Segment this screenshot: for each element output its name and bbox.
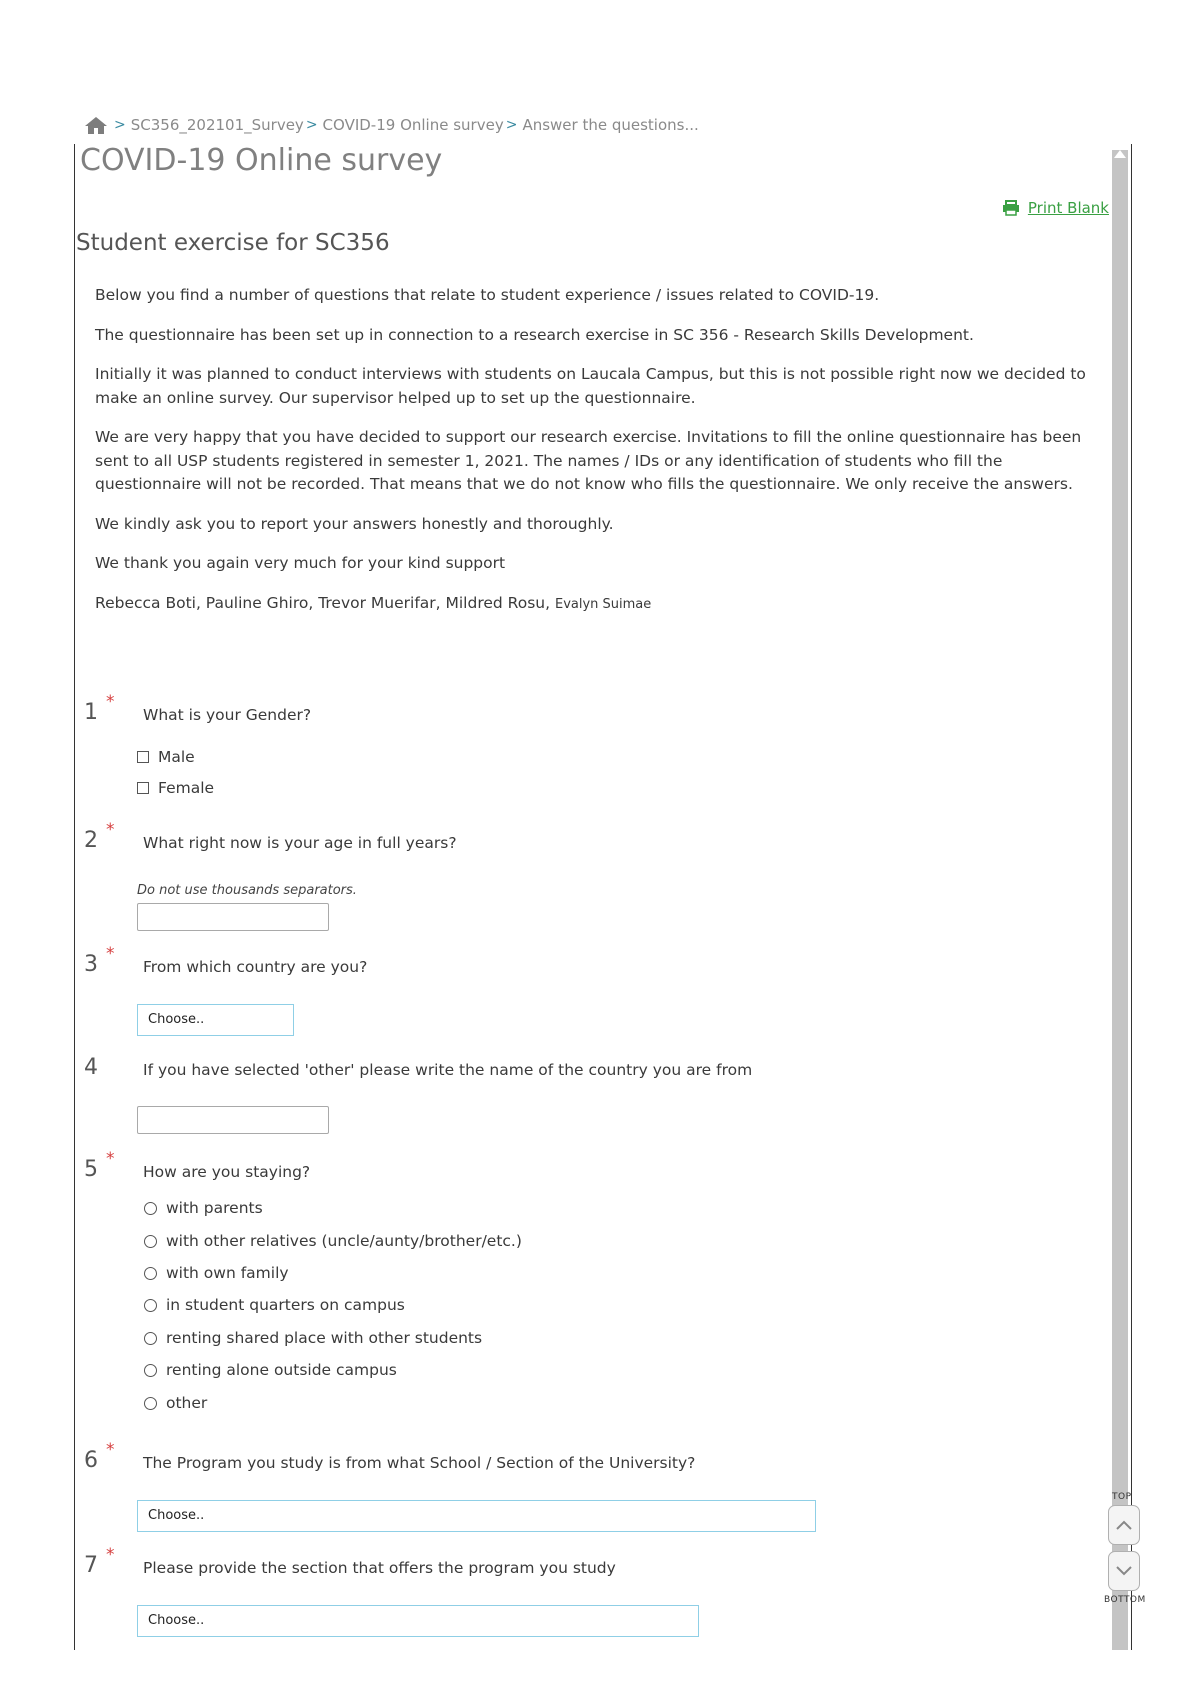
intro-authors bbox=[95, 592, 1100, 617]
intro-paragraph: We kindly ask you to report your answers honestly and thoroughly. bbox=[95, 514, 614, 533]
scroll-top-button[interactable] bbox=[1108, 1505, 1140, 1545]
required-marker: * bbox=[106, 1149, 115, 1169]
required-marker: * bbox=[106, 820, 115, 840]
required-marker: * bbox=[106, 1440, 115, 1460]
required-marker: * bbox=[106, 944, 115, 964]
intro-paragraph: Initially it was planned to conduct interviews with students on Laucala Campus, but this is not possible right now we decided to make an online survey. Our supervisor helped up to set up the questionnaire. bbox=[95, 365, 1086, 407]
question-number: 2 bbox=[84, 828, 98, 853]
question-text: What right now is your age in full years? bbox=[143, 834, 457, 852]
question-text: From which country are you? bbox=[143, 958, 368, 976]
option-label: with other relatives (uncle/aunty/brother/etc.) bbox=[166, 1232, 522, 1250]
page-title: COVID-19 Online survey bbox=[80, 143, 443, 178]
question-number: 5 bbox=[84, 1157, 98, 1182]
option-student-quarters[interactable] bbox=[144, 1296, 405, 1314]
question-text: How are you staying? bbox=[143, 1163, 311, 1181]
required-marker: * bbox=[106, 1545, 115, 1565]
option-other[interactable] bbox=[144, 1394, 207, 1412]
breadcrumb-item-current: Answer the questions... bbox=[522, 116, 699, 134]
option-female[interactable] bbox=[137, 779, 214, 797]
question-number: 7 bbox=[84, 1553, 98, 1578]
option-renting-shared[interactable] bbox=[144, 1329, 482, 1347]
option-with-parents[interactable] bbox=[144, 1199, 263, 1217]
intro-text bbox=[95, 284, 1100, 632]
age-input[interactable] bbox=[137, 903, 329, 931]
question-text: What is your Gender? bbox=[143, 706, 312, 724]
breadcrumb bbox=[84, 114, 699, 136]
intro-paragraph: The questionnaire has been set up in connection to a research exercise in SC 356 - Research Skills Development. bbox=[95, 325, 974, 344]
section-title: Student exercise for SC356 bbox=[76, 230, 390, 256]
option-label: Female bbox=[158, 779, 215, 797]
intro-paragraph: Below you find a number of questions that relate to student experience / issues related to COVID-19. bbox=[95, 286, 880, 304]
option-with-own-family[interactable] bbox=[144, 1264, 289, 1282]
chevron-down-icon bbox=[1116, 1566, 1132, 1576]
chevron-up-icon bbox=[1116, 1520, 1132, 1530]
option-label: with parents bbox=[166, 1199, 263, 1217]
radio-button[interactable] bbox=[144, 1397, 157, 1410]
question-number: 6 bbox=[84, 1448, 98, 1473]
bottom-label: BOTTOM bbox=[1104, 1595, 1146, 1605]
radio-button[interactable] bbox=[144, 1299, 157, 1312]
vertical-scrollbar[interactable] bbox=[1112, 150, 1128, 1650]
checkbox[interactable] bbox=[137, 751, 149, 763]
author-last-name: Evalyn Suimae bbox=[554, 596, 652, 612]
intro-paragraph: We thank you again very much for your kind support bbox=[95, 554, 506, 572]
option-label: renting alone outside campus bbox=[166, 1361, 397, 1379]
print-blank-label: Print Blank bbox=[1027, 199, 1109, 217]
option-label: other bbox=[166, 1394, 208, 1412]
option-renting-alone[interactable] bbox=[144, 1361, 397, 1379]
radio-button[interactable] bbox=[144, 1267, 157, 1280]
option-label: in student quarters on campus bbox=[166, 1296, 405, 1314]
print-blank-link[interactable] bbox=[1002, 199, 1109, 217]
radio-button[interactable] bbox=[144, 1202, 157, 1215]
option-male[interactable] bbox=[137, 748, 195, 766]
radio-button[interactable] bbox=[144, 1364, 157, 1377]
breadcrumb-separator: > bbox=[305, 117, 318, 133]
country-select[interactable]: Choose.. bbox=[137, 1004, 294, 1036]
question-text: The Program you study is from what School / Section of the University? bbox=[143, 1454, 696, 1472]
printer-icon bbox=[1002, 200, 1020, 216]
input-hint: Do not use thousands separators. bbox=[137, 883, 357, 898]
top-label: TOP bbox=[1112, 1492, 1132, 1502]
other-country-input[interactable] bbox=[137, 1106, 329, 1134]
checkbox[interactable] bbox=[137, 782, 149, 794]
option-label: with own family bbox=[166, 1264, 289, 1282]
option-label: renting shared place with other students bbox=[166, 1329, 483, 1347]
intro-paragraph: We are very happy that you have decided to support our research exercise. Invitations to fill the online questionnaire has been sent to all USP students registered in semester 1, 2021. The names / IDs or any identification of students who fill the questionnaire will not be recorded. That means that we do not know who fills the questionnaire. We only receive the answers. bbox=[95, 428, 1082, 493]
author-names: Rebecca Boti, Pauline Ghiro, Trevor Muerifar, Mildred Rosu, bbox=[95, 593, 551, 612]
breadcrumb-separator: > bbox=[505, 117, 518, 133]
school-section-select[interactable]: Choose.. bbox=[137, 1500, 816, 1532]
scroll-bottom-button[interactable] bbox=[1108, 1551, 1140, 1591]
breadcrumb-item-course[interactable]: SC356_202101_Survey bbox=[130, 116, 304, 134]
breadcrumb-separator: > bbox=[114, 117, 126, 133]
question-number: 4 bbox=[84, 1055, 98, 1080]
scroll-up-arrow-icon[interactable] bbox=[1114, 150, 1126, 158]
question-text: If you have selected 'other' please write the name of the country you are from bbox=[143, 1061, 753, 1079]
home-icon[interactable] bbox=[84, 115, 108, 135]
question-number: 3 bbox=[84, 952, 98, 977]
option-with-other-relatives[interactable] bbox=[144, 1232, 522, 1250]
radio-button[interactable] bbox=[144, 1235, 157, 1248]
question-number: 1 bbox=[84, 700, 98, 725]
question-text: Please provide the section that offers the program you study bbox=[143, 1559, 616, 1577]
breadcrumb-item-survey[interactable]: COVID-19 Online survey bbox=[322, 116, 504, 134]
required-marker: * bbox=[106, 692, 115, 712]
program-section-select[interactable]: Choose.. bbox=[137, 1605, 699, 1637]
radio-button[interactable] bbox=[144, 1332, 157, 1345]
option-label: Male bbox=[158, 748, 195, 766]
